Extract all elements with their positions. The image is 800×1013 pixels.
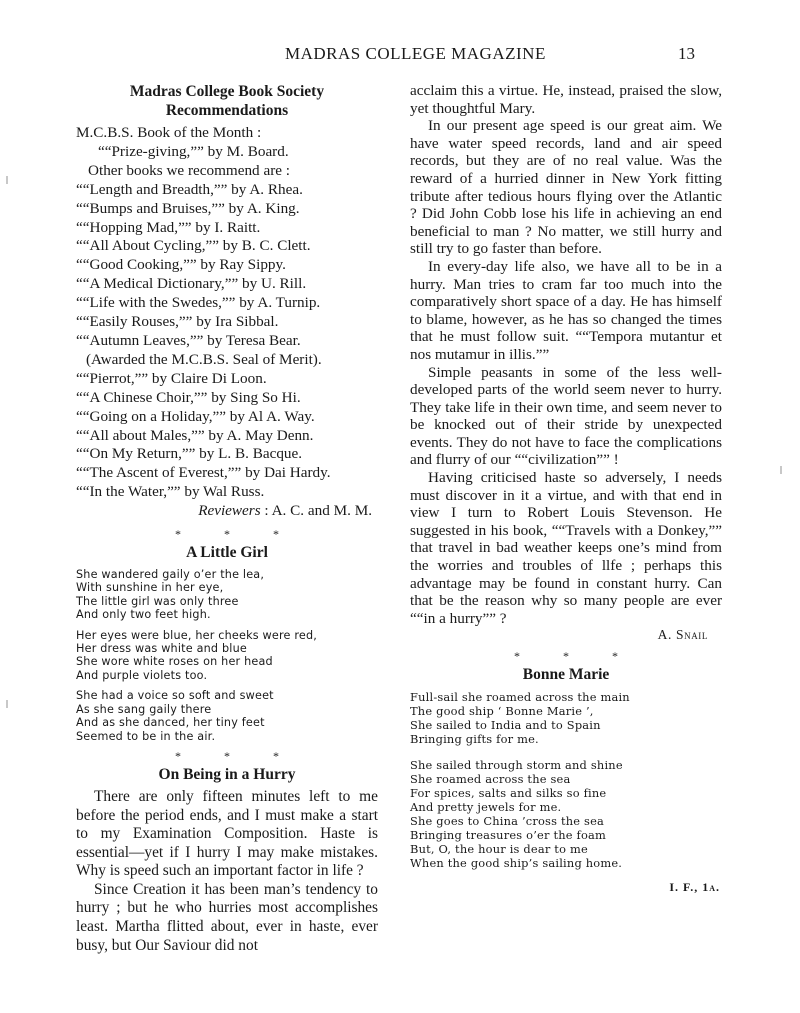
paragraph: Having criticised haste so adversely, I needs must discover in it a virtue, and with that end in view I turn to Robert Louis Stevenson. He suggested in his book, ““Travels with a Donkey,”” that travel in bad weather keeps one’s mind from the worries and troubles of llfe ; perhaps this advantage may be found in constant hurry. Can that be the reason why so many people are ever ““in a hurry”” ?: [410, 469, 722, 627]
poem-line: Bringing treasures o’er the foam: [410, 828, 606, 843]
section-separator: * * *: [175, 527, 299, 542]
paragraph: Since Creation it has been man’s tendency to hurry ; but he who hurries most accomplishes least. Martha flitted about, ever in haste, ever busy, but Our Saviour did not: [76, 880, 378, 954]
poem-line: She sailed through storm and shine: [410, 758, 623, 773]
stanza: [410, 758, 722, 870]
reviewers-label: Reviewers: [198, 502, 261, 520]
poem-line: But, O, the hour is dear to me: [410, 842, 588, 857]
book-society-subheading: Recommendations: [165, 102, 289, 119]
paragraph: Simple peasants in some of the less well-developed parts of the world seem never to hurry. They take life in their own time, and seem never to be knocked out of their stride by unexpected events. They do not have to face the complications and flurry of our ““civilization”” !: [410, 363, 722, 469]
poem-signature: [410, 880, 722, 895]
signature-class: 1a.: [702, 880, 720, 895]
list-item: ““A Chinese Choir,”” by Sing So Hi.: [76, 388, 301, 406]
poem-line: Full-sail she roamed across the main: [410, 690, 630, 705]
poem-line: And pretty jewels for me.: [410, 800, 562, 815]
list-item: ““Prize-giving,”” by M. Board.: [98, 142, 289, 160]
paragraph: acclaim this a virtue. He, instead, praised the slow, yet thoughtful Mary.: [410, 82, 722, 117]
poem-line: Bringing gifts for me.: [410, 732, 539, 747]
list-item: ““On My Return,”” by L. B. Bacque.: [76, 445, 303, 463]
poem-line: And as she danced, her tiny feet: [76, 716, 265, 730]
poem-body: [410, 690, 722, 870]
list-item: ““Pierrot,”” by Claire Di Loon.: [76, 369, 267, 387]
section-separator: * * *: [175, 748, 299, 763]
bonne-marie-poem: [410, 665, 722, 895]
hurry-essay-start: [76, 765, 378, 955]
page-number: 13: [678, 44, 695, 63]
list-item: ““The Ascent of Everest,”” by Dai Hardy.: [76, 464, 331, 482]
poem-line: She sailed to India and to Spain: [410, 718, 601, 733]
list-item: Other books we recommend are :: [88, 161, 291, 179]
poem-line: The little girl was only three: [76, 594, 239, 608]
signature-initials: I. F.,: [669, 880, 699, 895]
poem-line: And purple violets too.: [76, 668, 208, 682]
reviewers-names: : A. C. and M. M.: [264, 502, 372, 520]
stanza: [76, 629, 378, 683]
list-item: (Awarded the M.C.B.S. Seal of Merit).: [86, 350, 322, 368]
poem-line: Seemed to be in the air.: [76, 729, 216, 743]
list-item: ““A Medical Dictionary,”” by U. Rill.: [76, 275, 307, 293]
poem-line: When the good ship’s sailing home.: [410, 856, 623, 871]
list-item: ““Hopping Mad,”” by I. Raitt.: [76, 218, 261, 236]
poem-line: She wandered gaily o’er the lea,: [76, 568, 265, 582]
stanza: [76, 568, 378, 622]
scan-mark: [6, 700, 8, 708]
left-column: [76, 82, 378, 955]
essay-title: On Being in a Hurry: [158, 765, 296, 783]
poem-body: [76, 568, 378, 743]
signature-name: Snail: [675, 627, 708, 643]
poem-line: For spices, salts and silks so fine: [410, 786, 607, 801]
scan-mark: [780, 466, 782, 474]
page-header: [0, 44, 800, 68]
stanza: [410, 690, 722, 746]
section-separator: * * *: [514, 649, 638, 664]
paragraph: In every-day life also, we have all to be in a hurry. Man tries to cram far too much into the comparatively short space of a day. He has himself to blame, however, as he has so changed the times that he must follow suit. ““Tempora mutantur et nos mutamur in illis.””: [410, 257, 722, 363]
scan-mark: [6, 176, 8, 184]
list-item: ““Bumps and Bruises,”” by A. King.: [76, 199, 300, 217]
poem-title: A Little Girl: [186, 544, 268, 562]
poem-title: Bonne Marie: [522, 666, 610, 684]
essay-signature: [410, 627, 722, 643]
list-item: ““Autumn Leaves,”” by Teresa Bear.: [76, 331, 301, 349]
stanza: [76, 689, 378, 743]
essay-continuation: [410, 82, 722, 627]
list-item: ““In the Water,”” by Wal Russ.: [76, 483, 265, 501]
book-list: [76, 124, 378, 521]
list-item: ““Easily Rouses,”” by Ira Sibbal.: [76, 313, 279, 331]
poem-line: And only two feet high.: [76, 608, 211, 622]
poem-line: The good ship ‘ Bonne Marie ’,: [410, 704, 594, 719]
poem-line: She goes to China ’cross the sea: [410, 814, 605, 829]
list-item: ““Good Cooking,”” by Ray Sippy.: [76, 256, 286, 274]
poem-line: Her eyes were blue, her cheeks were red,: [76, 628, 318, 642]
poem-line: As she sang gaily there: [76, 702, 212, 716]
list-item: ““Length and Breadth,”” by A. Rhea.: [76, 180, 303, 198]
list-item: M.C.B.S. Book of the Month :: [76, 124, 262, 141]
book-society-heading: Madras College Book Society: [129, 83, 325, 100]
list-item: ““All about Males,”” by A. May Denn.: [76, 426, 314, 444]
poem-line: She had a voice so soft and sweet: [76, 689, 274, 703]
paragraph: There are only fifteen minutes left to me before the period ends, and I must make a start to my Examination Composition. Haste is essential—yet if I hurry I may make mistakes. Why is speed such an important factor in life ?: [76, 787, 378, 880]
poem-line: Her dress was white and blue: [76, 642, 247, 656]
poem-line: She roamed across the sea: [410, 772, 571, 787]
list-item: ““Going on a Holiday,”” by Al A. Way.: [76, 407, 315, 425]
signature-initial: A.: [657, 627, 672, 643]
running-title: MADRAS COLLEGE MAGAZINE: [285, 44, 546, 63]
book-society-section: [76, 82, 378, 521]
essay-body: [76, 788, 378, 955]
reviewers-line: [76, 502, 378, 521]
list-item: ““Life with the Swedes,”” by A. Turnip.: [76, 294, 321, 312]
right-column: [410, 82, 722, 895]
poem-line: With sunshine in her eye,: [76, 581, 224, 595]
poem-line: She wore white roses on her head: [76, 655, 273, 669]
little-girl-poem: [76, 543, 378, 743]
paragraph: In our present age speed is our great aim. We have water speed records, land and air speed records, but they are of no real value. Was the reward of a hurried dinner in New York fitting tribute after tedious hours flying over the Atlantic ? Did John Cobb lose his life in achieving an end beneficial to man ? No matter, we still hurry and still try to go faster than before.: [410, 117, 722, 258]
list-item: ““All About Cycling,”” by B. C. Clett.: [76, 237, 311, 255]
